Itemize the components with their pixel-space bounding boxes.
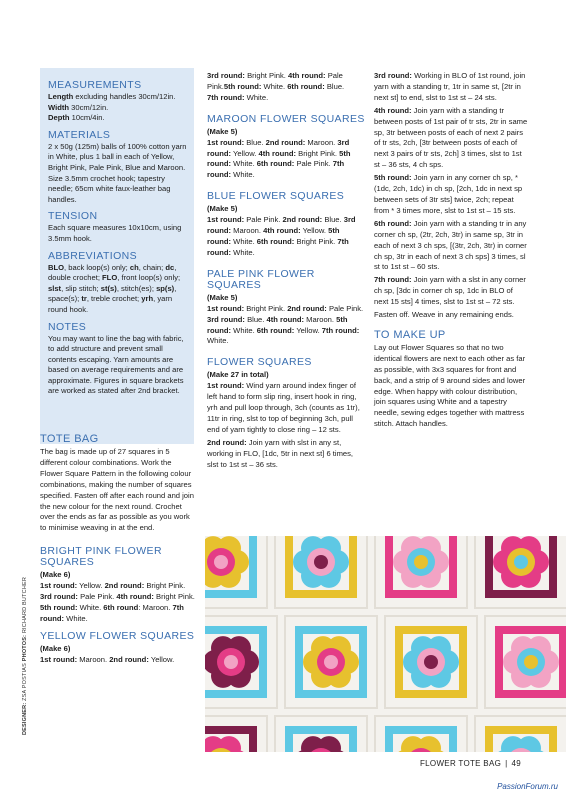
column-right (374, 71, 528, 432)
flower-center (224, 655, 238, 669)
info-sidebar (40, 68, 194, 444)
tension-text: Each square measures 10x10cm, using 3.5mm hook. (48, 223, 182, 243)
materials-heading: MATERIALS (48, 128, 111, 141)
yellow-make: (Make 6) (40, 643, 71, 653)
yellow-heading: YELLOW FLOWER SQUARES (40, 629, 195, 642)
flower-center (414, 555, 428, 569)
bright-pink-make: (Make 6) (40, 570, 71, 580)
blue-heading: BLUE FLOWER SQUARES (207, 190, 345, 203)
abbreviations-text: BLO, back loop(s) only; ch, chain; dc, double crochet; FLO, front loop(s) only; slst, slip stitch; st(s), stitch(es); sp(s), space(s); tr, treble crochet; yrh, yarn round hook. (48, 262, 181, 314)
page-number: 49 (511, 759, 521, 768)
make-up-text: Lay out Flower Squares so that no two identical flowers are next to each other as far as possible, with 3x3 squares for front and back, and a strip of 9 around sides and lower edge. When happy with colour distribution, join squares using White and a tapestry needle, sewing edges together with mattress stitch. Attach handles. (374, 342, 526, 429)
flower-squares-round7: 7th round: Join yarn with a slst in any corner ch sp, [3dc in corner ch sp, 1dc in BLO of next 15 sts] 4 times, slst to 1st st – 72 sts. (374, 275, 526, 307)
make-up-heading: TO MAKE UP (374, 328, 446, 341)
materials-text: 2 x 50g (125m) balls of 100% cotton yarn in White, plus 1 ball in each of Yellow, Bright Pink, Pale Pink, Blue and Maroon. Size 3.5mm crochet hook; tapestry needle; 65cm white faux-leather bag handles. (48, 141, 187, 204)
flower-squares-round3: 3rd round: Working in BLO of 1st round, join yarn with a standing tr, 1tr in same st, [2tr in next st] to end, slst to 1st st – 24 sts. (374, 71, 526, 102)
column-middle (207, 71, 365, 472)
yellow-rounds-part1: 1st round: Maroon. 2nd round: Yellow. (40, 654, 175, 664)
bright-pink-rounds: 1st round: Yellow. 2nd round: Bright Pink. 3rd round: Pale Pink. 4th round: Bright Pink. 5th round: White. 6th round: Maroon. 7th round: White. (40, 581, 195, 623)
flower-squares-fasten: Fasten off. Weave in any remaining ends. (374, 310, 514, 320)
tension-heading: TENSION (48, 210, 98, 223)
measurements-width: Width 30cm/12in. (48, 102, 109, 112)
footer-title: FLOWER TOTE BAG (420, 759, 502, 768)
flower-squares-round1: 1st round: Wind yarn around index finger of left hand to form slip ring, insert hook in ring, yrh and pull loop through, 3ch (counts as 1tr), 11tr in ring, slst to top of beginning 3ch, pull end of yarn tightly to close ring – 12 sts. (207, 381, 360, 434)
tote-bag-text: The bag is made up of 27 squares in 5 different colour combinations. Work the Flower Square Pattern in the following colour combinations, making the number of squares specified. Fasten off after each round and join the new colour for the next round. Crochet over the ends as far as possible as you work to minimise weaving in at the end. (40, 447, 194, 533)
measurements-length: Length excluding handles 30cm/12in. (48, 92, 176, 101)
yellow-rounds-part2: 3rd round: Bright Pink. 4th round: Pale Pink.5th round: White. 6th round: Blue. 7th round: White. (207, 71, 345, 102)
flower-squares-heading: FLOWER SQUARES (207, 356, 312, 369)
maroon-make: (Make 5) (207, 126, 238, 136)
flower-squares-round6: 6th round: Join yarn with a standing tr in any corner ch sp, (2tr, 2ch, 3tr) in same sp, 3tr in each of next 3 ch sps, [(3tr, 2ch, 3tr) in corner ch sp, 3tr in each of next 3 ch sps] 3 times, sl st to 1st st – 60 sts. (374, 218, 527, 272)
flower-center (324, 655, 338, 669)
flower-center (524, 655, 538, 669)
measurements-depth: Depth 10cm/4in. (48, 113, 105, 123)
flower-center (214, 555, 228, 569)
photo-credit: DESIGNER: ZSA POSTIAS PHOTOS: RICHARD BUTCHER (22, 576, 28, 735)
page-footer (420, 759, 521, 768)
flower-squares-round2: 2nd round: Join yarn with slst in any st, working in FLO, [1dc, 5tr in next st] 6 times, slst to 1st st – 36 sts. (207, 437, 354, 469)
flower-squares-round5: 5th round: Join yarn in any corner ch sp, * (1dc, 2ch, 1dc) in ch sp, [2ch, 1dc in next sp between sets of 3tr sts] twice, 2ch; repeat from * 3 times more, slst to 1st st – 15 sts. (374, 173, 523, 215)
maroon-heading: MAROON FLOWER SQUARES (207, 112, 365, 125)
notes-heading: NOTES (48, 320, 87, 333)
pale-pink-heading: PALE PINK FLOWER SQUARES (207, 267, 315, 291)
flower-center (314, 555, 328, 569)
tote-bag-heading: TOTE BAG (40, 433, 99, 445)
blue-rounds: 1st round: Pale Pink. 2nd round: Blue. 3rd round: Maroon. 4th round: Yellow. 5th round: White. 6th round: Bright Pink. 7th round: White. (207, 215, 356, 257)
pale-pink-make: (Make 5) (207, 292, 238, 302)
column-left (40, 434, 196, 668)
bright-pink-heading: BRIGHT PINK FLOWER SQUARES (40, 545, 162, 569)
notes-text: You may want to line the bag with fabric, to add structure and prevent small contents escaping. Yarn amounts are based on average requirements and are approximate. Figures in square brackets are worked as stated after 2nd bracket. (48, 333, 184, 396)
blue-make: (Make 5) (207, 204, 238, 214)
maroon-rounds: 1st round: Blue. 2nd round: Maroon. 3rd round: Yellow. 4th round: Bright Pink. 5th round: White. 6th round: Pale Pink. 7th round: White. (207, 137, 351, 180)
measurements-heading: MEASUREMENTS (48, 79, 142, 91)
flower-center (424, 655, 438, 669)
flower-center (514, 555, 528, 569)
abbreviations-heading: ABBREVIATIONS (48, 249, 138, 262)
footer-separator: | (505, 759, 508, 768)
watermark: PassionForum.ru (497, 782, 558, 791)
flower-squares-make: (Make 27 in total) (207, 370, 269, 380)
crochet-squares-illustration (205, 536, 566, 752)
pale-pink-rounds: 1st round: Bright Pink. 2nd round: Pale Pink. 3rd round: Blue. 4th round: Maroon. 5th round: White. 6th round: Yellow. 7th round: White. (207, 303, 364, 346)
flower-squares-round4: 4th round: Join yarn with a standing tr between posts of 1st pair of tr sts, 2tr in same sp, 3tr between posts of each of next 2 pairs of tr sts, 2ch, [3tr between posts of each of next 3 pairs of tr sts, 2ch] 3 times, slst to 1st st – 36 sts, 4 ch sps. (374, 105, 528, 170)
crochet-squares-photo (205, 536, 566, 752)
